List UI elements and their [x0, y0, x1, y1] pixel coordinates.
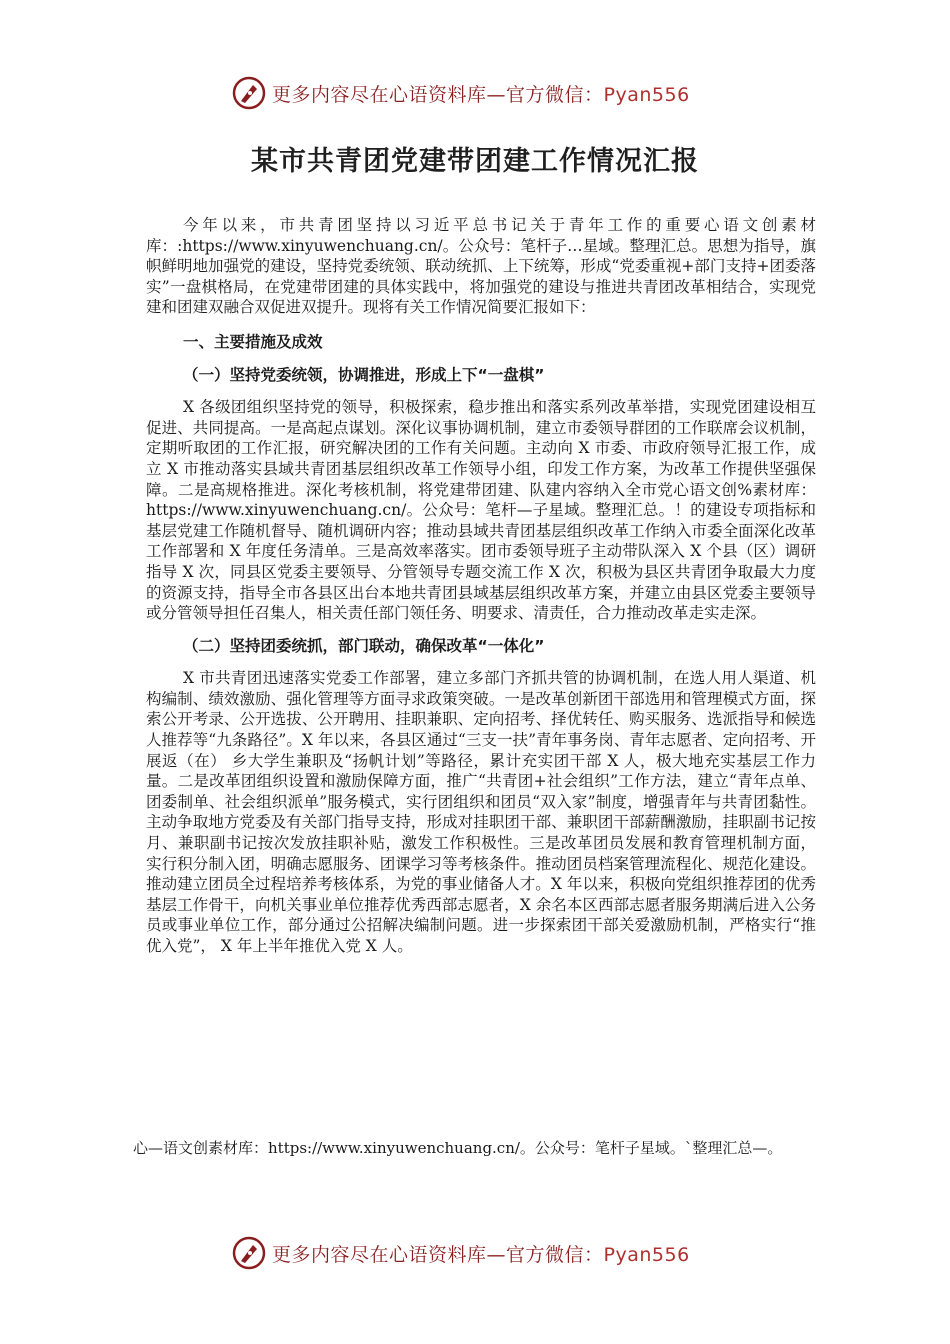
- banner-text: [272, 80, 690, 107]
- banner-text: [272, 1240, 690, 1267]
- pen-nib-logo-icon: [232, 76, 266, 110]
- subsection-heading-2: （二）坚持团委统抓，部门联动，确保改革“一体化”: [183, 636, 545, 655]
- document-title: 某市共青团党建带团建工作情况汇报: [251, 146, 699, 177]
- banner-wechat-id: Pyan556: [603, 83, 690, 106]
- subsection-body-2: X 市共青团迅速落实党委工作部署，建立多部门齐抓共管的协调机制，在选人用人渠道、机构编制、绩效激励、强化管理等方面寻求政策突破。一是改革创新团干部选用和管理模式方面，探索公开考录、公开选拔、公开聘用、挂职兼职、定向招考、择优转任、购买服务、选派指导和候选人推荐等“九条路径”。X 年以来，各县区通过“三支一扶”青年事务岗、青年志愿者、定向招考、开展返（在） 乡大学生兼职及“扬帆计划”等路径，累计充实团干部 X 人，极大地充实基层工作力量。二是改革团组织设置和激励保障方面，推广“共青团+社会组织”工作方法，建立“青年点单、团委制单、社会组织派单”服务模式，实行团组织和团员“双入家”制度，增强青年与共青团黏性。主动争取地方党委及有关部门指导支持，形成对挂职团干部、兼职团干部薪酬激励，挂职副书记按月、兼职副书记按次发放挂职补贴，激发工作积极性。三是改革团员发展和教育管理机制方面， 实行积分制入团，明确志愿服务、团课学习等考核条件。推动团员档案管理流程化、规范化建设。推动建立团员全过程培养考核体系，为党的事业储备人才。X 年以来，积极向党组织推荐团的优秀基层工作骨干，向机关事业单位推荐优秀西部志愿者，X 余名本区西部志愿者服务期满后进入公务员或事业单位工作，部分通过公招解决编制问题。进一步探索团干部关爱激励机制，严格实行“推优入党”， X 年上半年推优入党 X 人。: [146, 669, 816, 955]
- intro-paragraph: 今年以来，市共青团坚持以习近平总书记关于青年工作的重要心语文创素材库：:https://www.xinyuwenchuang.cn/。公众号：笔杆子…星域。整理汇总。思想为指导，旗帜鲜明地加强党的建设，坚持党委统领、联动统抓、上下统筹，形成“党委重视+部门支持+团委落实”一盘棋格局，在党建带团建的具体实践中，将加强党的建设与推进共青团改革相结合，实现党建和团建双融合双促进双提升。现将有关工作情况简要汇报如下：: [146, 216, 816, 317]
- pen-nib-logo-icon: [232, 1236, 266, 1270]
- banner-separator: —官方微信：: [486, 83, 604, 106]
- subsection-heading-1: （一）坚持党委统领，协调推进，形成上下“一盘棋”: [183, 365, 545, 384]
- banner-slogan: 更多内容尽在心语资料库: [272, 83, 487, 106]
- header-banner: [0, 73, 950, 113]
- section-heading: 一、主要措施及成效: [183, 332, 323, 351]
- subsection-body-1: X 各级团组织坚持党的领导，积极探索，稳步推出和落实系列改革举措，实现党团建设相互促进、共同提高。一是高起点谋划。深化议事协调机制，建立市委领导群团的工作联席会议机制，定期听取团的工作汇报，研究解决团的工作有关问题。主动向 X 市委、市政府领导汇报工作，成立 X 市推动落实县域共青团基层组织改革工作领导小组，印发工作方案，为改革工作提供坚强保障。二是高规格推进。深化考核机制，将党建带团建、队建内容纳入全市党心语文创%素材库：https://www.xinyuwenchuang.cn/。公众号：笔杆—子星域。整理汇总。！的建设专项指标和基层党建工作随机督导、随机调研内容；推动县域共青团基层组织改革工作纳入市委全面深化改革工作部署和 X 年度任务清单。三是高效率落实。团市委领导班子主动带队深入 X 个县（区）调研指导 X 次，同县区党委主要领导、分管领导专题交流工作 X 次，积极为县区共青团争取最大力度的资源支持，指导全市各县区出台本地共青团县域基层组织改革方案，并建立由县区党委主要领导或分管领导担任召集人，相关责任部门领任务、明要求、清责任，合力推动改革走实走深。: [146, 398, 816, 623]
- footer-banner: [0, 1233, 950, 1273]
- document-body: [146, 215, 816, 957]
- footnote: 心—语文创素材库：https://www.xinyuwenchuang.cn/。公众号：笔杆子星域。`整理汇总—。: [133, 1139, 783, 1157]
- banner-wechat-id: Pyan556: [603, 1243, 690, 1266]
- banner-slogan: 更多内容尽在心语资料库: [272, 1243, 487, 1266]
- banner-separator: —官方微信：: [486, 1243, 604, 1266]
